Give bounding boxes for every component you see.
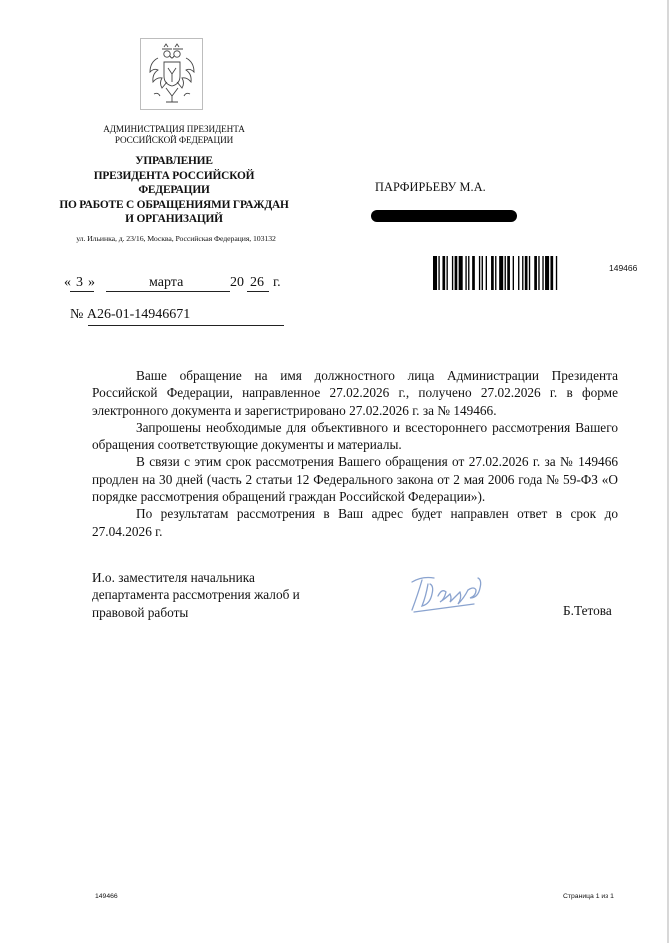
date-open-quote: « bbox=[64, 275, 71, 290]
barcode-bar bbox=[534, 256, 537, 290]
issuer-address: ул. Ильинка, д. 23/16, Москва, Российская Федерация, 103132 bbox=[76, 234, 276, 243]
handwritten-signature-icon bbox=[402, 568, 498, 618]
date-year-prefix: 20 bbox=[230, 275, 244, 290]
footer-page-label: Страница 1 из 1 bbox=[563, 893, 614, 900]
barcode-bar bbox=[556, 256, 557, 290]
issuer-name-line: УПРАВЛЕНИЕ bbox=[135, 155, 213, 167]
registration-value: А26-01-14946671 bbox=[86, 307, 191, 322]
barcode-bar bbox=[529, 256, 530, 290]
date-day: 3 bbox=[76, 275, 83, 290]
letter-body bbox=[92, 367, 618, 540]
barcode-bar bbox=[495, 256, 496, 290]
barcode-bar bbox=[550, 256, 553, 290]
date-month-underline bbox=[106, 291, 230, 292]
number-sign: № bbox=[70, 307, 84, 322]
barcode-bar bbox=[499, 256, 503, 290]
barcode-bar bbox=[472, 256, 475, 290]
registration-number bbox=[70, 307, 190, 323]
barcode-bar bbox=[482, 256, 483, 290]
registration-underline bbox=[88, 325, 284, 326]
signatory-title-line: департамента рассмотрения жалоб и bbox=[92, 587, 300, 603]
barcode-bar bbox=[465, 256, 466, 290]
issuer-parent bbox=[60, 124, 288, 146]
barcode-bar bbox=[447, 256, 448, 290]
signatory-title-line: И.о. заместителя начальника bbox=[92, 570, 255, 585]
barcode-bar bbox=[459, 256, 463, 290]
barcode-bar bbox=[442, 256, 445, 290]
body-paragraph: Запрошены необходимые для объективного и всестороннего рассмотрения Вашего обращения соответствующие документы и материалы. bbox=[92, 419, 618, 453]
issuer-name bbox=[58, 154, 290, 227]
barcode-bar bbox=[455, 256, 458, 290]
barcode-bar bbox=[479, 256, 480, 290]
signatory-title-line: правовой работы bbox=[92, 604, 189, 620]
barcode bbox=[433, 256, 601, 290]
barcode-bar bbox=[438, 256, 439, 290]
barcode-bar bbox=[491, 256, 494, 290]
footer-doc-number: 149466 bbox=[95, 893, 118, 900]
barcode-bar bbox=[545, 256, 549, 290]
barcode-bar bbox=[525, 256, 528, 290]
issuer-name-line: ПО РАБОТЕ С ОБРАЩЕНИЯМИ ГРАЖДАН bbox=[59, 198, 289, 211]
issuer-parent-line: АДМИНИСТРАЦИЯ ПРЕЗИДЕНТА bbox=[103, 124, 245, 134]
body-paragraph: Ваше обращение на имя должностного лица Администрации Президента Российской Федерации, направленное 27.02.2026 г., получено 27.02.2026 г. в форме электронного документа и зарегистрировано 27.02.2026 г. за № 149466. bbox=[92, 368, 618, 418]
date-day-underline bbox=[70, 291, 94, 292]
body-paragraph: По результатам рассмотрения в Ваш адрес будет направлен ответ в срок до 27.04.2026 г. bbox=[92, 506, 618, 539]
barcode-bar bbox=[507, 256, 510, 290]
date-month: марта bbox=[149, 275, 184, 290]
issuer-parent-line: РОССИЙСКОЙ ФЕДЕРАЦИИ bbox=[114, 135, 234, 145]
redacted-address bbox=[371, 210, 517, 222]
barcode-bar bbox=[518, 256, 519, 290]
coat-of-arms-icon bbox=[140, 38, 203, 110]
barcode-bar bbox=[486, 256, 487, 290]
date-year-mark: г. bbox=[273, 275, 281, 290]
signatory-name: Б.Тетова bbox=[563, 603, 612, 618]
barcode-bar bbox=[538, 256, 539, 290]
body-paragraph: В связи с этим срок рассмотрения Вашего обращения от 27.02.2026 г. за № 149466 продлен на 30 дней (часть 2 статьи 12 Федерального закона от 2 мая 2006 года № 59-ФЗ «О порядке рассмотрения обращений граждан Российской Федерации»). bbox=[92, 454, 618, 505]
barcode-bar bbox=[522, 256, 523, 290]
date-year-suffix: 26 bbox=[250, 275, 264, 290]
barcode-bar bbox=[513, 256, 514, 290]
barcode-bar bbox=[505, 256, 506, 290]
issuer-name-line: ПРЕЗИДЕНТА РОССИЙСКОЙ ФЕДЕРАЦИИ bbox=[93, 169, 255, 196]
date-close-quote: » bbox=[88, 275, 95, 290]
recipient-name: ПАРФИРЬЕВУ М.А. bbox=[375, 180, 486, 194]
barcode-bar bbox=[542, 256, 543, 290]
issuer-name-line: И ОРГАНИЗАЦИЙ bbox=[125, 213, 223, 225]
barcode-number: 149466 bbox=[609, 263, 638, 273]
signatory-title bbox=[92, 569, 352, 621]
barcode-bar bbox=[452, 256, 453, 290]
date-year-underline bbox=[247, 291, 269, 292]
barcode-bar bbox=[468, 256, 469, 290]
barcode-bar bbox=[433, 256, 437, 290]
